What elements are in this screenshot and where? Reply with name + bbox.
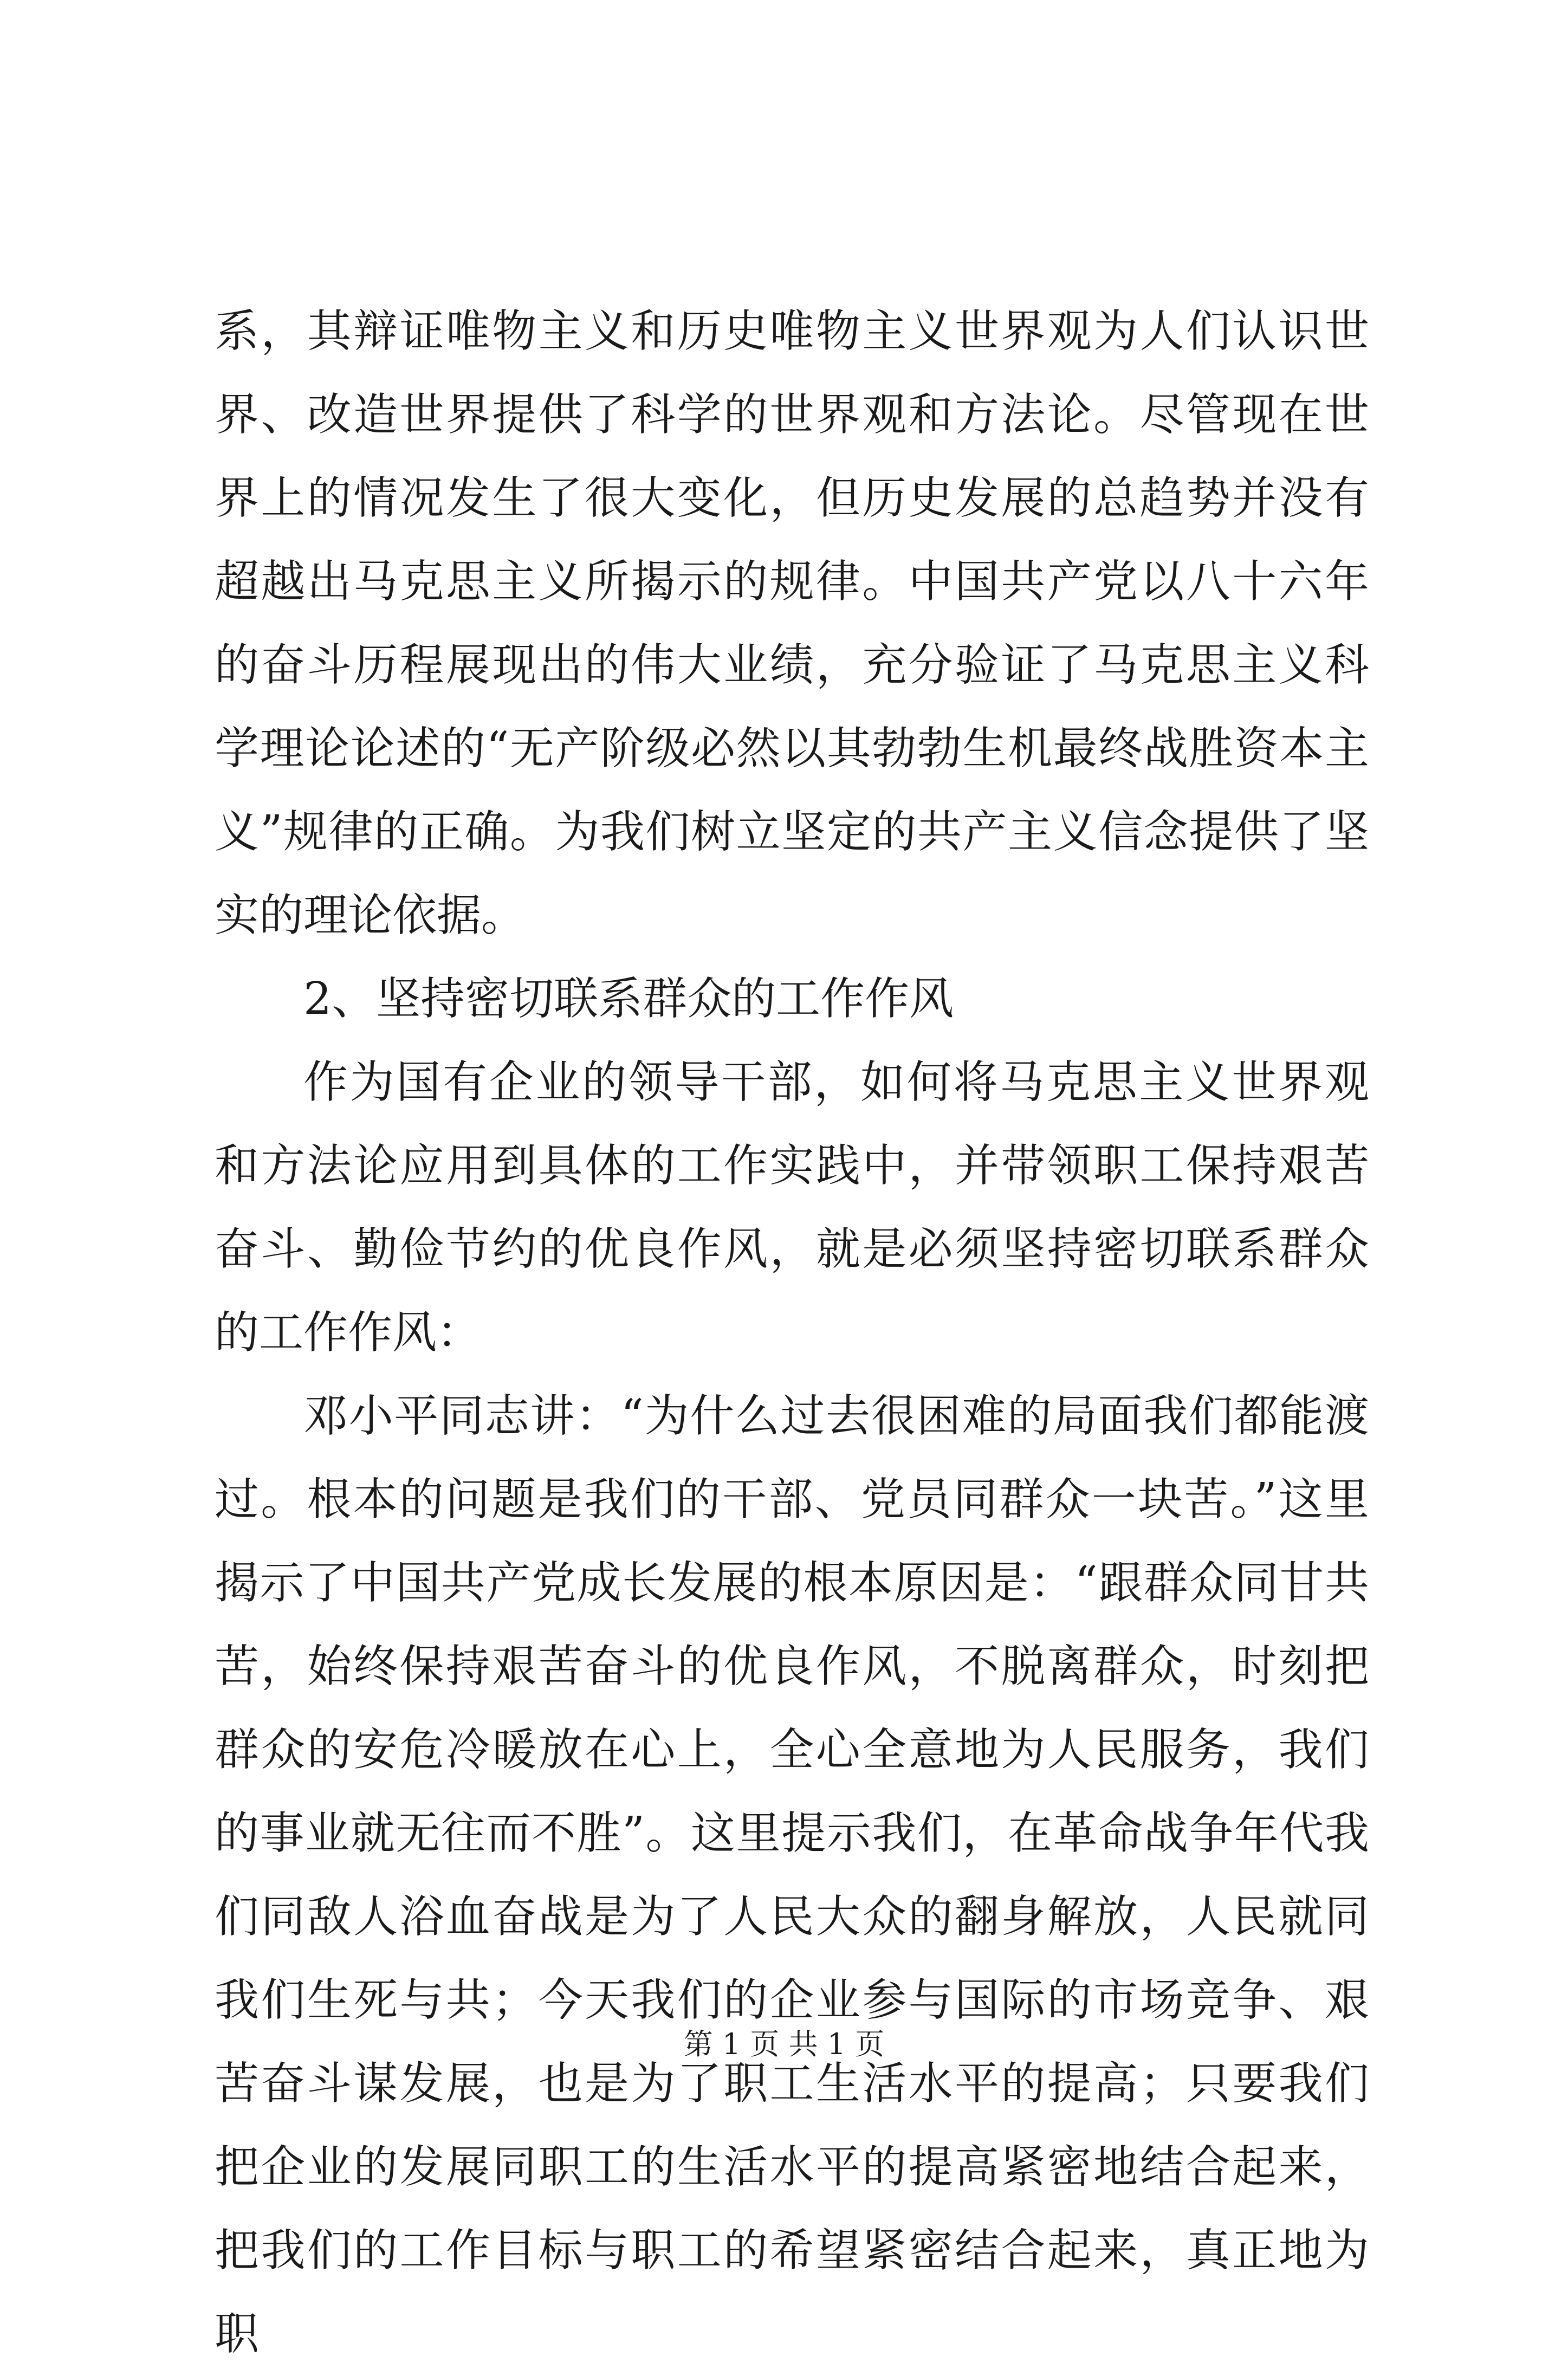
section-heading: 2、坚持密切联系群众的工作作风 — [303, 973, 954, 1025]
page-footer: 第 1 页 共 1 页 — [683, 2027, 885, 2061]
paragraph-leadership: 作为国有企业的领导干部，如何将马克思主义世界观和方法论应用到具体的工作实践中，并带领职工保持艰苦奋斗、勤俭节约的优良作风，就是必须坚持密切联系群众的工作作风： — [215, 1057, 1369, 1358]
paragraph-deng-quote: 邓小平同志讲：“为什么过去很困难的局面我们都能渡过。根本的问题是我们的干部、党员同群众一块苦。”这里揭示了中国共产党成长发展的根本原因是：“跟群众同甘共苦，始终保持艰苦奋斗的优良作风，不脱离群众，时刻把群众的安危冷暖放在心上，全心全意地为人民服务，我们的事业就无往而不胜”。这里提示我们，在革命战争年代我们同敌人浴血奋战是为了人民大众的翻身解放，人民就同我们生死与共；今天我们的企业参与国际的市场竞争、艰苦奋斗谋发展，也是为了职工生活水平的提高；只要我们把企业的发展同职工的生活水平的提高紧密地结合起来，把我们的工作目标与职工的希望紧密结合起来，真正地为职 — [215, 1390, 1369, 2360]
paragraph-continuation: 系，其辩证唯物主义和历史唯物主义世界观为人们认识世界、改造世界提供了科学的世界观和方法论。尽管现在世界上的情况发生了很大变化，但历史发展的总趋势并没有超越出马克思主义所揭示的规律。中国共产党以八十六年的奋斗历程展现出的伟大业绩，充分验证了马克思主义科学理论论述的“无产阶级必然以其勃勃生机最终战胜资本主义”规律的正确。为我们树立坚定的共产主义信念提供了坚实的理论依据。 — [215, 306, 1369, 941]
